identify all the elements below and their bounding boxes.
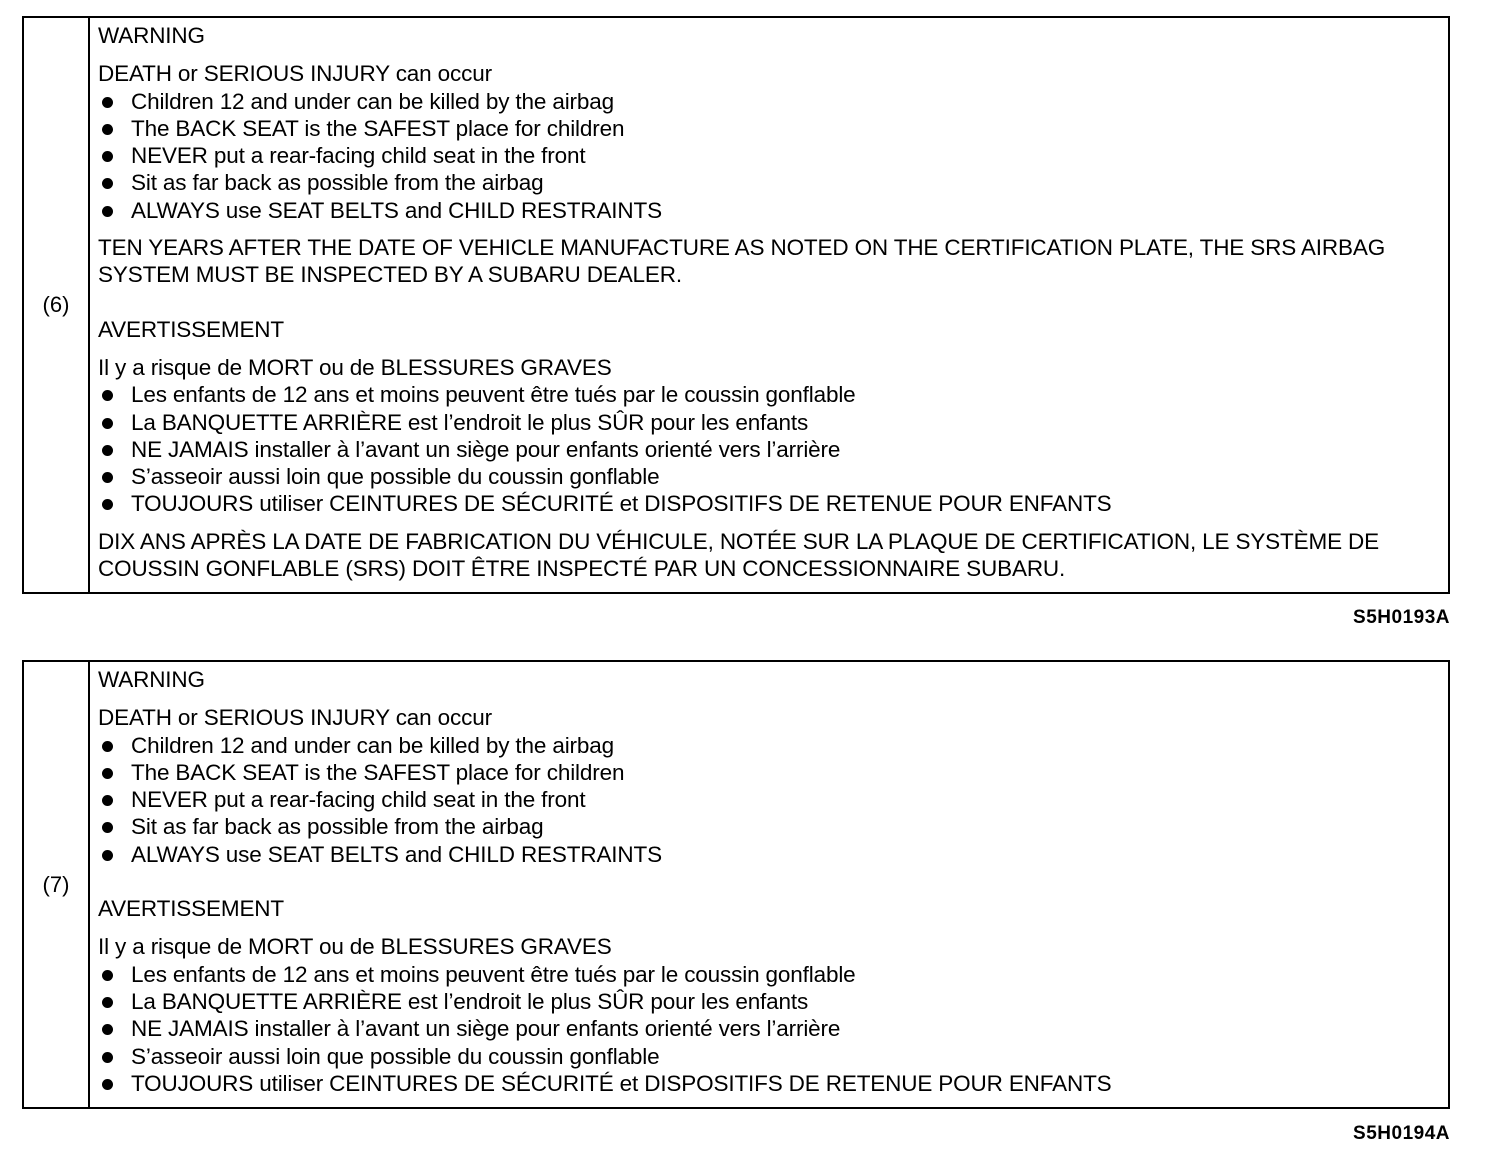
en-bullet: ALWAYS use SEAT BELTS and CHILD RESTRAINTS xyxy=(98,197,1440,224)
fr-bullet: S’asseoir aussi loin que possible du coussin gonflable xyxy=(98,463,1440,490)
fr-intro: Il y a risque de MORT ou de BLESSURES GRAVES xyxy=(98,934,612,960)
fr-bullet: NE JAMAIS installer à l’avant un siège pour enfants orienté vers l’arrière xyxy=(98,1015,1440,1042)
en-bullet: The BACK SEAT is the SAFEST place for children xyxy=(98,759,1440,786)
en-heading: WARNING xyxy=(98,667,205,692)
fr-bullet: Les enfants de 12 ans et moins peuvent être tués par le coussin gonflable xyxy=(98,961,1440,988)
warning-label-panel-6 xyxy=(22,16,1450,594)
fr-note: DIX ANS APRÈS LA DATE DE FABRICATION DU VÉHICULE, NOTÉE SUR LA PLAQUE DE CERTIFICATION, LE SYSTÈME DE COUSSIN GONFLABLE (SRS) DOIT ÊTRE INSPECTÉ PAR UN CONCESSIONNAIRE SUBARU. xyxy=(98,528,1379,582)
fr-heading: AVERTISSEMENT xyxy=(98,316,285,342)
en-bullet: Children 12 and under can be killed by the airbag xyxy=(98,732,1440,759)
en-bullet: ALWAYS use SEAT BELTS and CHILD RESTRAINTS xyxy=(98,841,1440,868)
en-bullet: NEVER put a rear-facing child seat in the front xyxy=(98,142,1440,169)
fr-intro: Il y a risque de MORT ou de BLESSURES GRAVES xyxy=(98,354,612,380)
en-bullet: Children 12 and under can be killed by the airbag xyxy=(98,88,1440,115)
fr-bullet-list xyxy=(98,381,1440,517)
en-heading: WARNING xyxy=(98,23,205,48)
en-bullet-list xyxy=(98,732,1440,868)
fr-heading: AVERTISSEMENT xyxy=(98,896,285,922)
fr-bullet: S’asseoir aussi loin que possible du coussin gonflable xyxy=(98,1043,1440,1070)
panel-number: (7) xyxy=(24,662,90,1107)
en-bullet: Sit as far back as possible from the airbag xyxy=(98,169,1440,196)
en-bullet: Sit as far back as possible from the airbag xyxy=(98,813,1440,840)
fr-bullet: Les enfants de 12 ans et moins peuvent être tués par le coussin gonflable xyxy=(98,381,1440,408)
en-intro: DEATH or SERIOUS INJURY can occur xyxy=(98,61,492,87)
en-bullet: NEVER put a rear-facing child seat in the front xyxy=(98,786,1440,813)
en-note: TEN YEARS AFTER THE DATE OF VEHICLE MANUFACTURE AS NOTED ON THE CERTIFICATION PLATE, THE SRS AIRBAG SYSTEM MUST BE INSPECTED BY A SUBARU DEALER. xyxy=(98,235,1386,288)
fr-bullet-list xyxy=(98,961,1440,1097)
warning-label-panel-7 xyxy=(22,660,1450,1109)
panel-number: (6) xyxy=(24,18,90,592)
en-bullet-list xyxy=(98,88,1440,224)
en-bullet: The BACK SEAT is the SAFEST place for children xyxy=(98,115,1440,142)
figure-code: S5H0193A xyxy=(1353,607,1450,628)
fr-bullet: NE JAMAIS installer à l’avant un siège pour enfants orienté vers l’arrière xyxy=(98,436,1440,463)
panel-content xyxy=(90,662,1448,1107)
fr-bullet: La BANQUETTE ARRIÈRE est l’endroit le plus SÛR pour les enfants xyxy=(98,409,1440,436)
panel-content xyxy=(90,18,1448,592)
en-intro: DEATH or SERIOUS INJURY can occur xyxy=(98,705,492,731)
fr-bullet: TOUJOURS utiliser CEINTURES DE SÉCURITÉ et DISPOSITIFS DE RETENUE POUR ENFANTS xyxy=(98,490,1440,517)
figure-code: S5H0194A xyxy=(1353,1123,1450,1144)
fr-bullet: La BANQUETTE ARRIÈRE est l’endroit le plus SÛR pour les enfants xyxy=(98,988,1440,1015)
fr-bullet: TOUJOURS utiliser CEINTURES DE SÉCURITÉ et DISPOSITIFS DE RETENUE POUR ENFANTS xyxy=(98,1070,1440,1097)
